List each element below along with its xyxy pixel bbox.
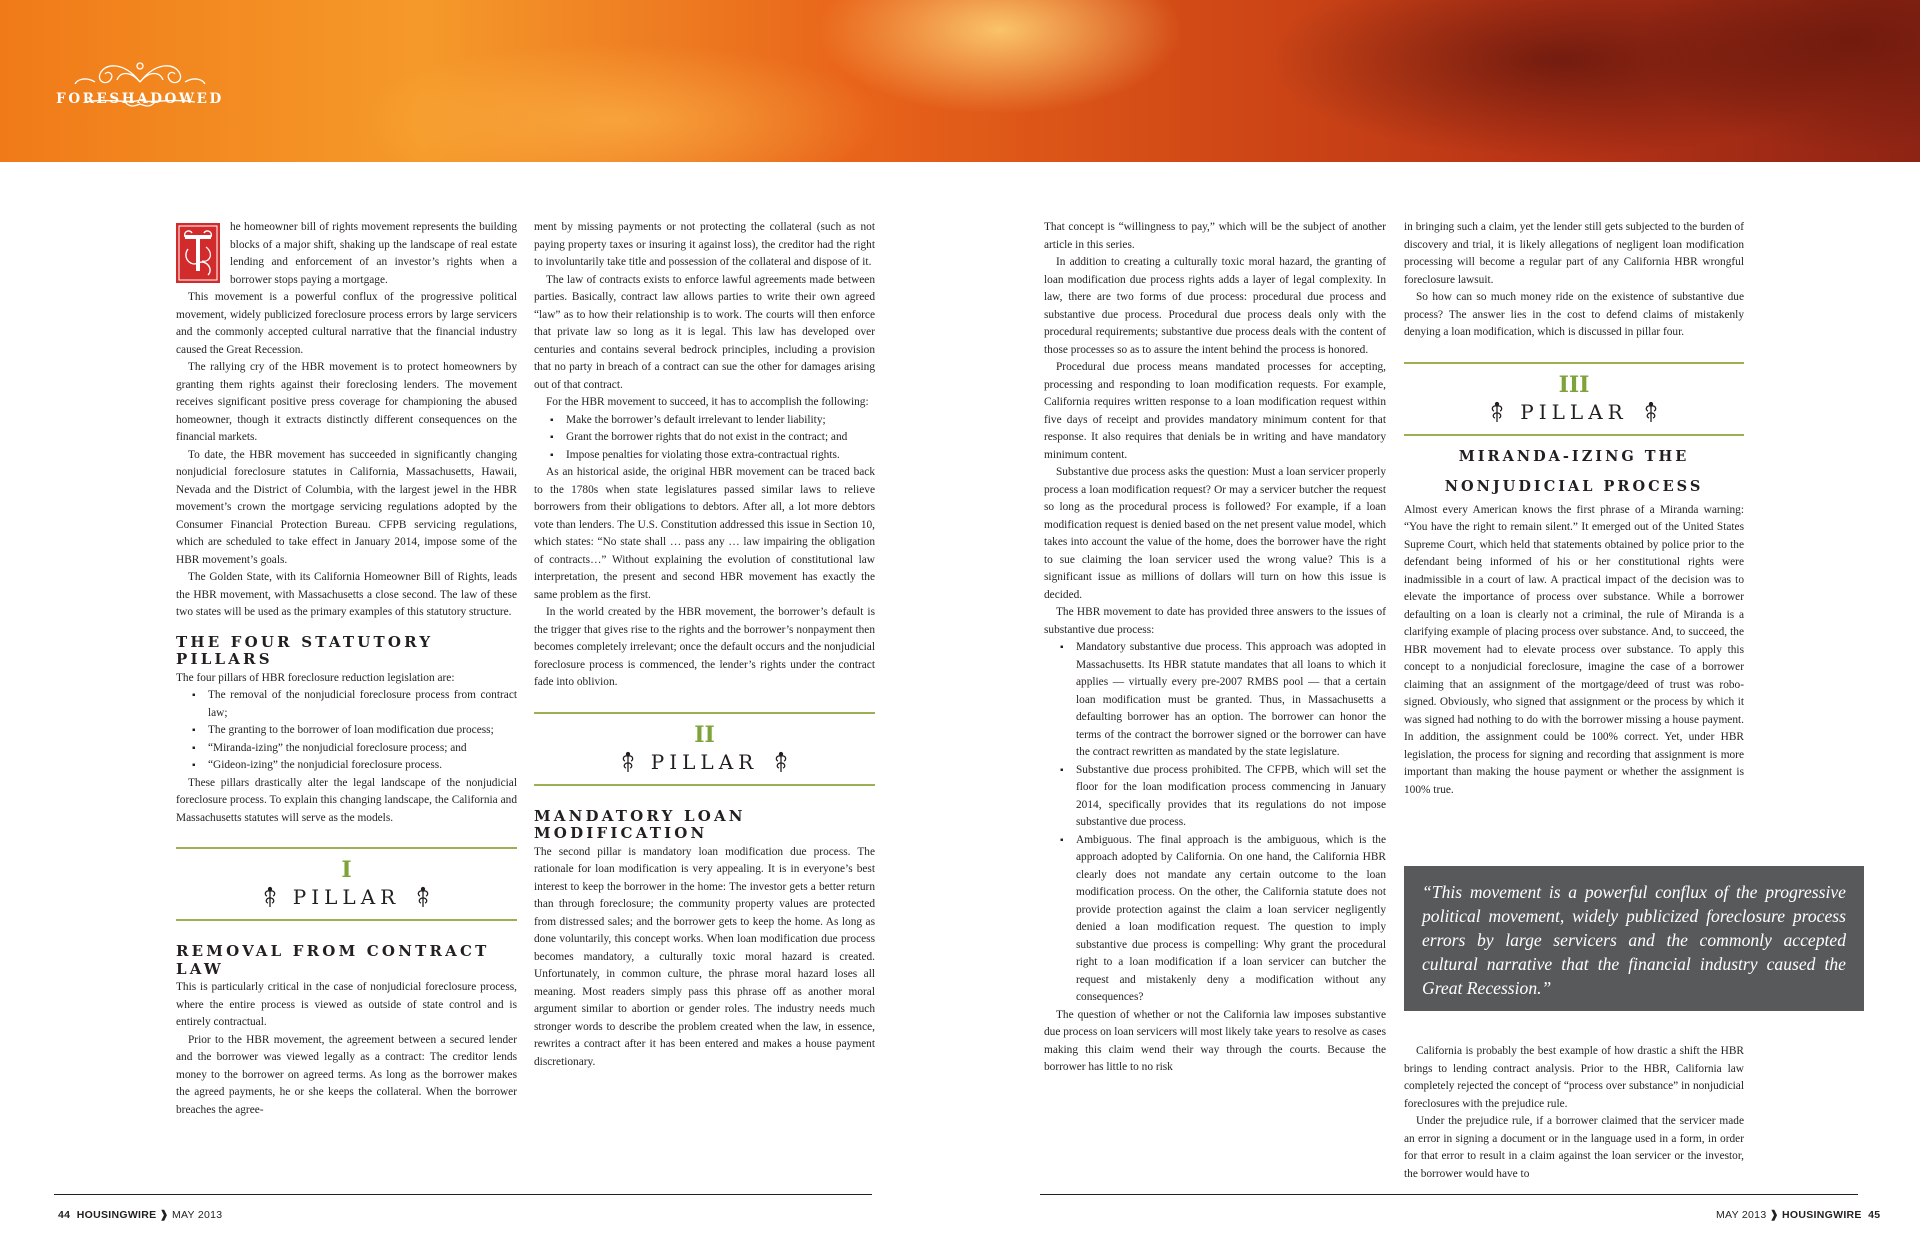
paragraph: As an historical aside, the original HBR movement can be traced back to the 1780s when state legislatures passed similar laws to relieve borrowers from their obligations to debtors. After all, a lot more debtors vote than lenders. The U.S. Constitution addressed this issue in Section 10, which states: “No state shall … pass any … law impairing the obligation of contracts…” Without explaining the evolution of constitutional law interpretation, the present and second HBR movement has exactly the same problem as the first. xyxy=(534,466,875,601)
page-number: 44 xyxy=(58,1209,71,1221)
divider-rule xyxy=(176,919,517,921)
divider-rule xyxy=(1404,362,1744,364)
requirements-list xyxy=(548,412,875,465)
paragraph: The law of contracts exists to enforce lawful agreements made between parties. Basically, contract law allows parties to write their own agreed “law” as to how their relationship is to work. The courts will then enforce that private law so long as it is legal. This law has developed over centuries and contains several bedrock principles, including a provision that no party in breach of a contract can sue the other for damages arising out of that contract. xyxy=(534,273,875,391)
paragraph: The question of whether or not the California law imposes substantive due process on loan servicers will most likely take years to resolve as cases making this claim wend their way through the courts. Because the borrower has little to no risk xyxy=(1044,1008,1386,1073)
thistle-ornament-icon xyxy=(261,886,279,908)
paragraph: The HBR movement to date has provided three answers to the issues of substantive due process: xyxy=(1044,606,1386,636)
divider-rule xyxy=(534,712,875,714)
divider-rule xyxy=(534,784,875,786)
paragraph: In the world created by the HBR movement, the borrower’s default is the trigger that gives rise to the rights and the borrower’s nonpayment then becomes completely irrelevant; once the default occurs and the nonjudicial foreclosure process is commenced, the lender’s rights under the contract fade into oblivion. xyxy=(534,606,875,688)
thistle-ornament-icon xyxy=(414,886,432,908)
footer-rule-right xyxy=(1040,1194,1858,1195)
right-page-column-2 xyxy=(1404,219,1744,799)
section-heading: THE FOUR STATUTORY PILLARS xyxy=(176,632,434,668)
thistle-ornament-icon xyxy=(1488,401,1506,423)
due-process-list xyxy=(1058,639,1386,1007)
intro-paragraph-block xyxy=(176,219,517,359)
paragraph: So how can so much money ride on the existence of substantive due process? The answer lies in the cost to defend claims of mistakenly denying a loan modification, which is discussed in pillar four. xyxy=(1404,291,1744,338)
paragraph: In addition to creating a culturally toxic moral hazard, the granting of loan modification due process rights adds a layer of legal complexity. In law, there are two forms of due process: procedural due process and substantive due process. Procedural due process deals only with the procedural requirements; substantive due process deals with the content of those processes so as to assure the intent behind the process is honored. xyxy=(1044,256,1386,356)
section-heading-line-2: NONJUDICIAL PROCESS xyxy=(1444,477,1704,495)
pillar-title xyxy=(534,748,875,776)
pillar-word: PILLAR xyxy=(1520,399,1628,424)
pillar-number: III xyxy=(1558,371,1590,398)
paragraph: This movement is a powerful conflux of the progressive political movement, widely publicized foreclosure process errors by large servicers and the commonly accepted cultural narrative that the financial industry caused the Great Recession. xyxy=(176,291,517,356)
footer-separator-icon: ❱ xyxy=(159,1209,169,1221)
list-item: ▪ The removal of the nonjudicial foreclosure process from contract law; xyxy=(190,687,517,722)
footer-rule-left xyxy=(54,1194,872,1195)
paragraph: in bringing such a claim, yet the lender still gets subjected to the burden of discovery and trial, it is likely allegations of negligent loan modification processing will become a regular part of any California HBR wrongful foreclosure lawsuit. xyxy=(1404,221,1744,286)
footer-separator-icon: ❱ xyxy=(1769,1209,1779,1221)
paragraph: These pillars drastically alter the legal landscape of the nonjudicial foreclosure process. To explain this changing landscape, the California and Massachusetts statutes will serve as the models. xyxy=(176,776,517,824)
paragraph: To date, the HBR movement has succeeded in significantly changing nonjudicial foreclosure statutes in California, Massachusetts, Hawaii, Nevada and the District of Columbia, with the largest jewel in the HBR movement’s crown the mortgage servicing regulations adopted by the Consumer Financial Protection Bureau. CFPB servicing regulations, which are scheduled to take effect in January 2014, impose some of the HBR movement’s goals. xyxy=(176,448,517,566)
right-page-column-2-continued xyxy=(1404,1043,1744,1183)
section-heading: MANDATORY LOAN MODIFICATION xyxy=(534,806,746,842)
pillar-number: I xyxy=(341,857,352,883)
pillar-divider-3 xyxy=(1404,362,1744,436)
footer-issue: MAY 2013 xyxy=(171,1209,223,1221)
paragraph: The Golden State, with its California Homeowner Bill of Rights, leads the HBR movement, with Massachusetts a close second. The law of these two states will be used as the primary examples of this statutory structure. xyxy=(176,571,517,618)
divider-rule xyxy=(1404,434,1744,436)
pillar-title xyxy=(1404,398,1744,426)
list-item: ▪ Impose penalties for violating those extra-contractual rights. xyxy=(548,447,875,465)
section-heading-line-1: MIRANDA-IZING THE xyxy=(1458,447,1690,465)
list-item: ▪ The granting to the borrower of loan modification due process; xyxy=(190,722,517,740)
section-logo xyxy=(55,52,225,108)
page-number: 45 xyxy=(1868,1209,1881,1221)
paragraph: Procedural due process means mandated processes for accepting, processing and responding to loan modification requests. For example, California requires written response to a loan modification request within five days of receipt and provides mandatory minimum content for that response. It also requires that denials be in writing and have mandatory minimum content. xyxy=(1044,361,1386,461)
paragraph: Under the prejudice rule, if a borrower claimed that the servicer made an error in signing a document or in the language used in a form, in order for that error to result in a claim against the loan servicer or the investor, the borrower would have to xyxy=(1404,1115,1744,1180)
left-page-column-2 xyxy=(534,219,875,1071)
list-item: ▪ “Miranda-izing” the nonjudicial foreclosure process; and xyxy=(190,740,517,758)
section-label: FORESHADOWED xyxy=(56,91,224,107)
paragraph: Substantive due process asks the question: Must a loan servicer properly process a loan modification request? Or may a servicer butcher the request so long as the procedural process is followed? For example, if a loan modification request is denied based on the net present value model, which takes into account the value of the home, does the borrower have the right to sue claiming the loan servicer used the wrong value? This is a significant issue as millions of dollars will turn on how this issue is decided. xyxy=(1044,466,1386,601)
pillar-divider-1 xyxy=(176,847,517,921)
list-item: ▪ Ambiguous. The final approach is the ambiguous, which is the approach adopted by California. On one hand, the California HBR clearly does not mandate any certain outcome to the loan modification process. On the other, the California statute does not provide protection against the claim a loan servicer negligently denied a loan modification request. The question to imply substantive due process is compelling: Why grant the procedural right to a loan modification if a loan servicer can butcher the request and mistakenly deny a modification without any consequences? xyxy=(1058,832,1386,1007)
paragraph: Almost every American knows the first phrase of a Miranda warning: “You have the right to remain silent.” It emerged out of the United States Supreme Court, which held that statements obtained by police prior to the defendant being informed of his or her constitutional rights were inadmissible in a court of law. A practical impact of the decision was to elevate the importance of process over substance. While a borrower defaulting on a loan is clearly not a criminal, the rule of Miranda is a clarifying example of placing process over substance. And, to succeed, the HBR movement had to elevate process over substance. To apply this concept to a nonjudicial foreclosure, imagine the case of a borrower claiming that an assignment of the mortgage/deed of trust was robo-signed. Obviously, who signed that assignment or the process by which it was signed had nothing to do with the borrower missing a house payment. In addition, the assignment could be 100% correct. Yet, under HBR legislation, the process for signing and recording that assignment is more important than making the house payment or whether the assignment is 100% true. xyxy=(1404,503,1744,796)
paragraph: California is probably the best example of how drastic a shift the HBR brings to lending contract analysis. Prior to the HBR, California law completely rejected the concept of “process over substance” in nonjudicial foreclosures with the prejudice rule. xyxy=(1404,1045,1744,1110)
pillar-word: PILLAR xyxy=(650,749,759,774)
footer-brand: HOUSINGWIRE xyxy=(76,1209,157,1221)
header-banner xyxy=(0,0,1920,162)
drop-cap-t-icon xyxy=(176,223,220,283)
paragraph: ment by missing payments or not protecting the collateral (such as not paying property taxes or insuring it against loss), the creditor had the right to involuntarily take title and possession of the collateral and dispose of it. xyxy=(534,221,875,268)
footer-left xyxy=(58,1209,222,1221)
thistle-ornament-icon xyxy=(1642,401,1660,423)
paragraph: The four pillars of HBR foreclosure reduction legislation are: xyxy=(176,671,455,684)
paragraph: Prior to the HBR movement, the agreement between a secured lender and the borrower was viewed legally as a contract: The creditor lends money to the borrower on agreed terms. As long as the borrower makes the agreed payments, he or she keeps the collateral. When the borrower breaches the agree- xyxy=(176,1033,517,1116)
drop-cap-t xyxy=(176,223,220,283)
list-item: ▪ Substantive due process prohibited. The CFPB, which will set the floor for the loan modification process commencing in January 2014, specifically provides that its regulations do not impose substantive due process. xyxy=(1058,762,1386,832)
divider-rule xyxy=(176,847,517,849)
paragraph: This is particularly critical in the case of nonjudicial foreclosure process, where the entire process is viewed as outside of state control and is entirely contractual. xyxy=(176,981,517,1028)
thistle-ornament-icon xyxy=(619,751,637,773)
footer-right xyxy=(1716,1209,1880,1221)
pillar-divider-2 xyxy=(534,712,875,786)
list-item: ▪ Mandatory substantive due process. This approach was adopted in Massachusetts. Its HBR statute mandates that all loans to which it applies — virtually every pre-2007 RMBS pool — that a certain loan modification must be granted. Thus, in Massachusetts a defaulting borrower has an option. The borrower can honor the terms of the contract the borrower signed or the borrower can have the contract rewritten as mandated by the state legislature. xyxy=(1058,639,1386,762)
paragraph: he homeowner bill of rights movement represents the building blocks of a major shift, shaking up the landscape of real estate lending and enforcement of an investor’s rights when a borrower stops paying a mortgage. xyxy=(230,221,517,286)
pillar-number: II xyxy=(694,721,715,748)
list-item: ▪ Grant the borrower rights that do not exist in the contract; and xyxy=(548,429,875,447)
right-page-column-1 xyxy=(1044,219,1386,1077)
pillar-title xyxy=(176,883,517,911)
footer-brand: HOUSINGWIRE xyxy=(1782,1209,1862,1221)
footer-issue: MAY 2013 xyxy=(1716,1209,1767,1221)
paragraph: The rallying cry of the HBR movement is to protect homeowners by granting them rights against their foreclosing lenders. The movement receives significant positive press coverage for championing the abused homeowner, though it extracts distinctly different consequences on the financial markets. xyxy=(176,361,517,443)
thistle-ornament-icon xyxy=(772,751,790,773)
paragraph: For the HBR movement to succeed, it has to accomplish the following: xyxy=(546,396,869,408)
left-page-column-1 xyxy=(176,219,517,1119)
list-item: ▪ “Gideon-izing” the nonjudicial foreclosure process. xyxy=(190,757,517,775)
list-item: ▪ Make the borrower’s default irrelevant to lender liability; xyxy=(548,412,875,430)
section-heading: REMOVAL FROM CONTRACT LAW xyxy=(176,942,490,978)
pillar-list xyxy=(190,687,517,775)
pillar-word: PILLAR xyxy=(292,885,401,909)
paragraph: The second pillar is mandatory loan modification due process. The rationale for loan modification is very appealing. It is in everyone’s best interest to keep the borrower in the home: The investor gets a better return than through foreclosure; the community property values are protected from distressed sales; and the borrower gets to keep the home. As long as done voluntarily, this concept works. When loan modification due process becomes mandatory, a culturally toxic moral hazard is created. Unfortunately, in common culture, the phrase moral hazard loses all meaning. Most readers simply pass this phrase off as another moral argument similar to abortion or gender roles. The industry needs much stronger words to describe the problem created when the law, in essence, rewrites a contract after it has been entered and makes a house payment discretionary. xyxy=(534,845,875,1068)
pull-quote: “This movement is a powerful conflux of the progressive political movement, widely publicized foreclosure process errors by large servicers and the commonly accepted cultural narrative that the financial industry caused the Great Recession.” xyxy=(1404,866,1864,1011)
paragraph: That concept is “willingness to pay,” which will be the subject of another article in this series. xyxy=(1044,221,1386,251)
